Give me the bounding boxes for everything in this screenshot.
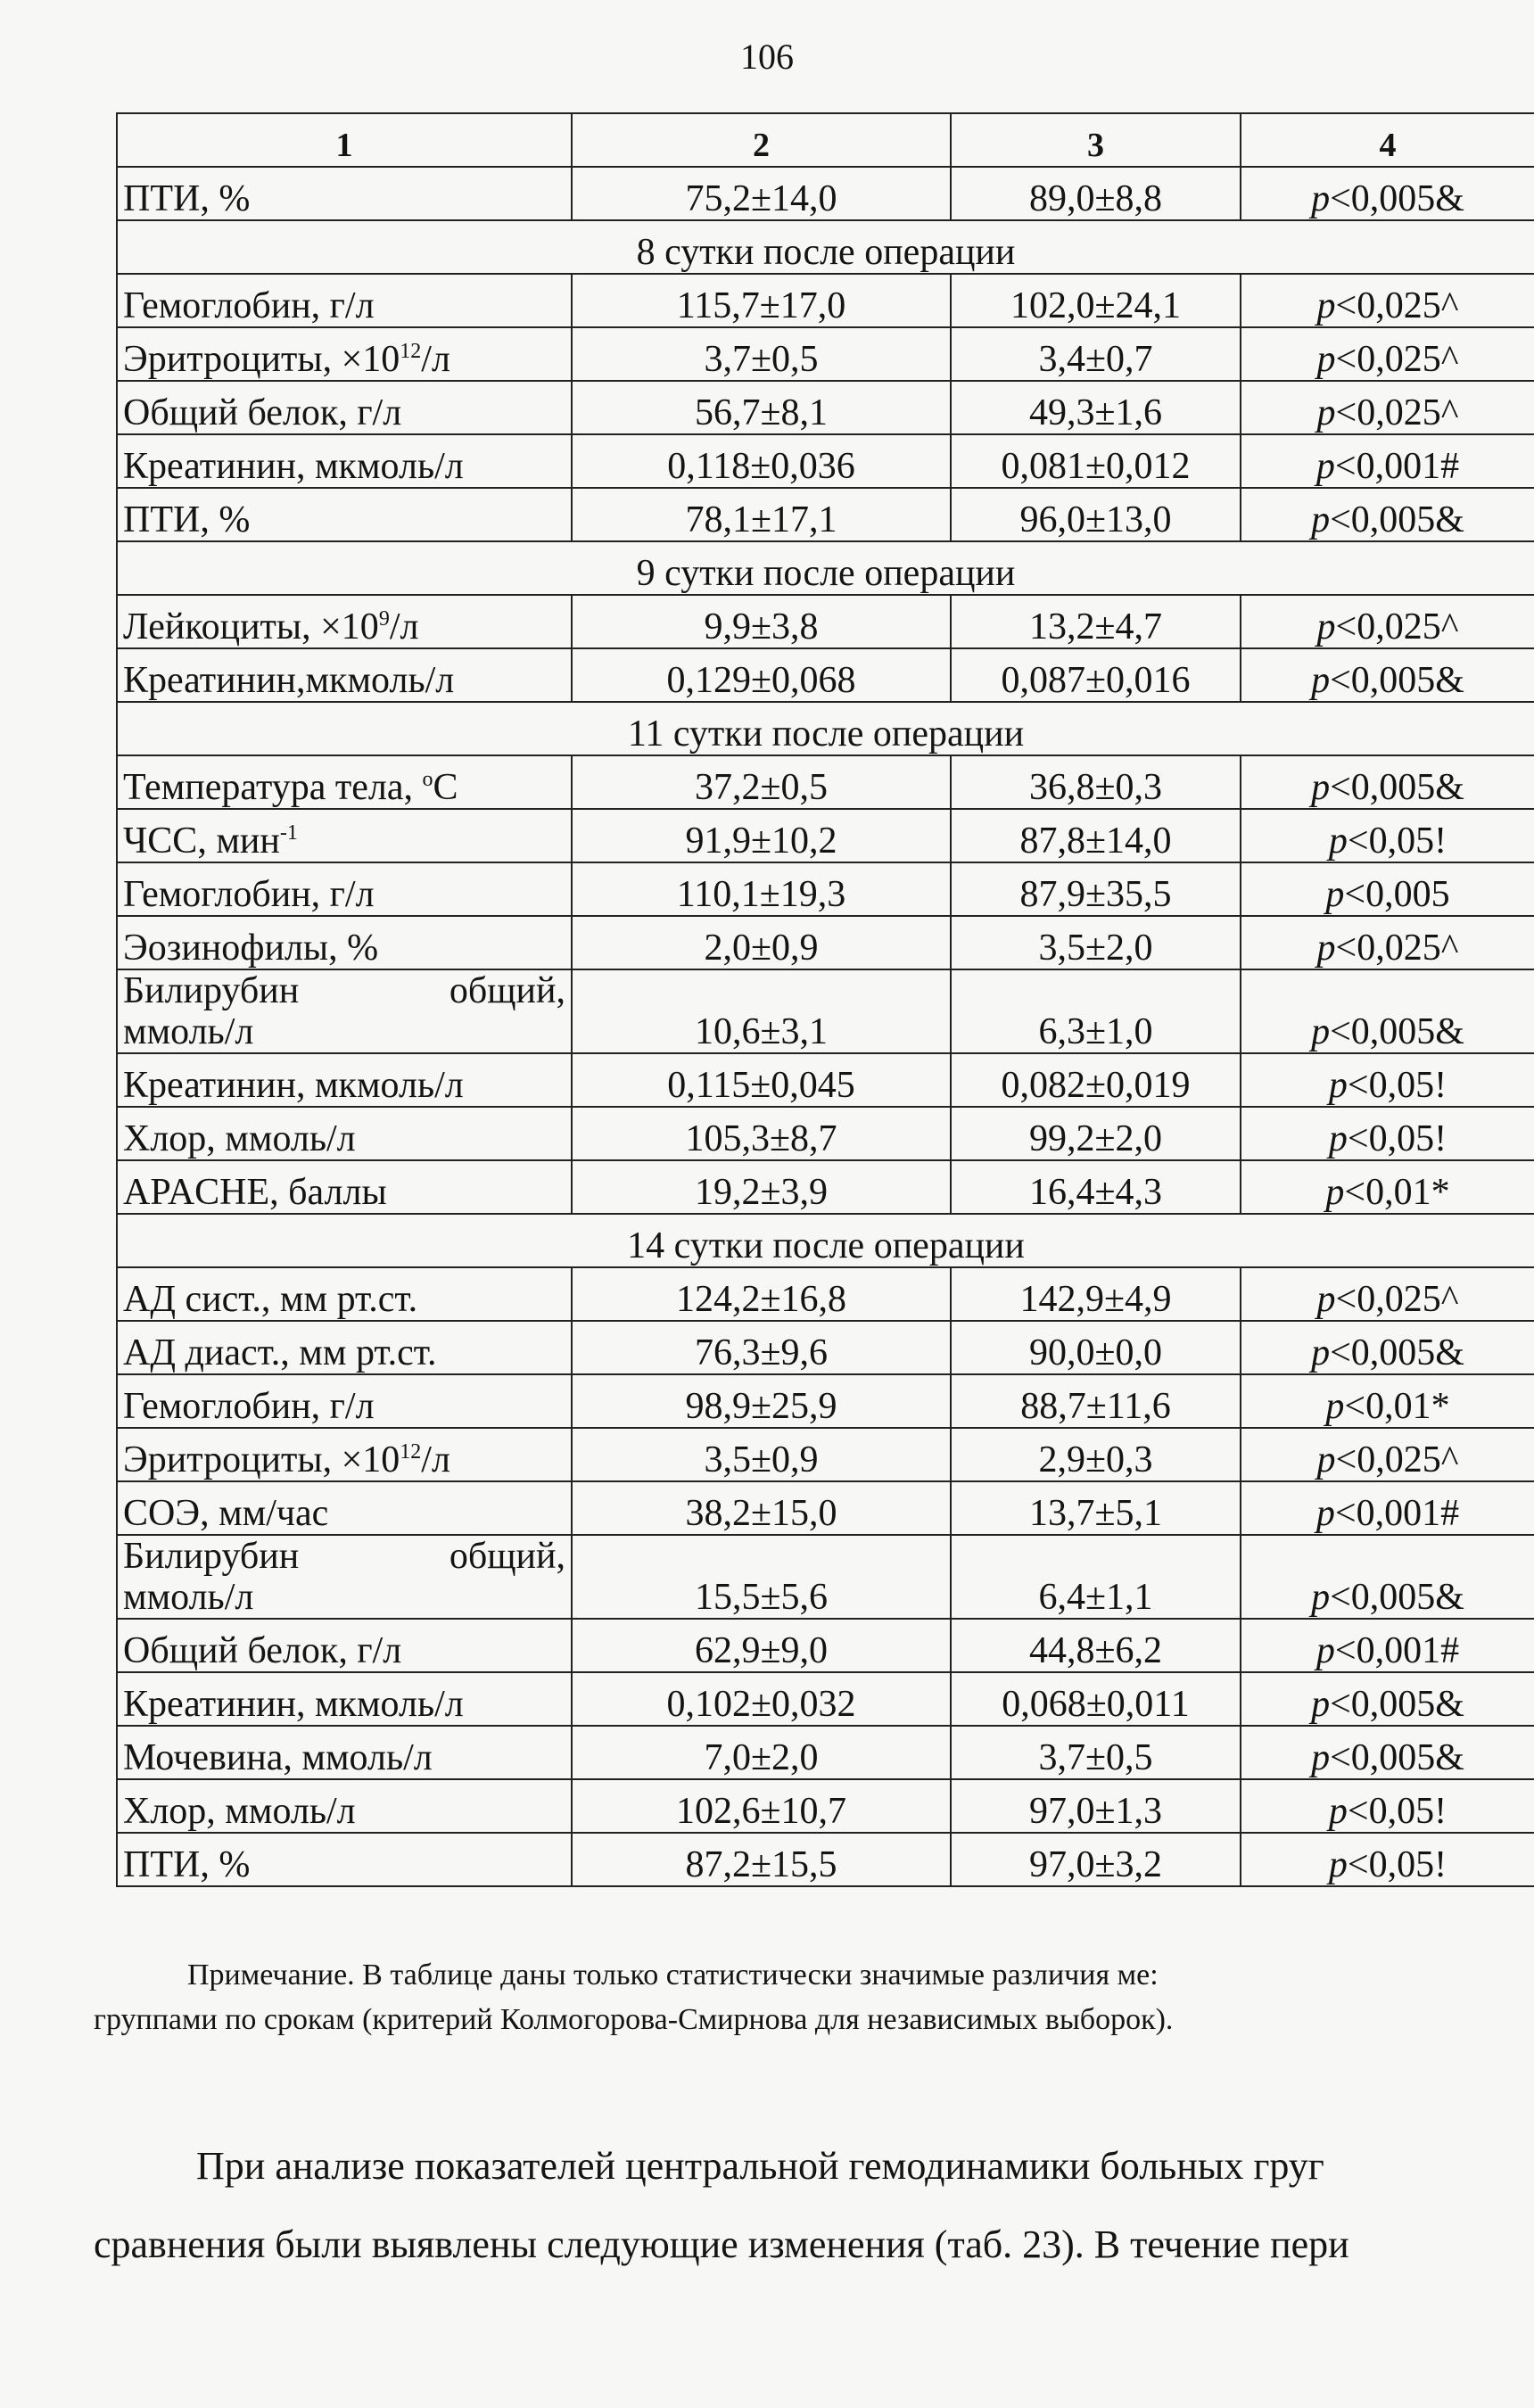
parameter-unit-suffix: С (433, 767, 458, 808)
group-2-value: 3,5±2,0 (951, 916, 1241, 969)
parameter-exponent: 12 (400, 1440, 422, 1464)
p-value: p<0,001# (1241, 1481, 1534, 1535)
parameter-name-cell (117, 381, 572, 434)
parameter-name-cell (117, 1726, 572, 1779)
parameter-name-cell (117, 488, 572, 541)
header-col-3: 3 (951, 113, 1241, 167)
group-2-value: 97,0±1,3 (951, 1779, 1241, 1833)
group-2-value: 87,9±35,5 (951, 862, 1241, 916)
table-row (117, 1779, 1534, 1833)
group-2-value: 3,7±0,5 (951, 1726, 1241, 1779)
group-2-value: 96,0±13,0 (951, 488, 1241, 541)
table-row (117, 1374, 1534, 1428)
parameter-name-cell (117, 1428, 572, 1481)
group-1-value: 19,2±3,9 (572, 1160, 951, 1214)
parameter-name: Мочевина, ммоль/л (123, 1737, 433, 1778)
group-1-value: 91,9±10,2 (572, 809, 951, 862)
parameter-name: Общий белок, г/л (123, 392, 402, 433)
table-row (117, 1833, 1534, 1886)
parameter-name: ПТИ, % (123, 499, 251, 540)
p-value: p<0,025^ (1241, 1267, 1534, 1321)
group-1-value: 3,7±0,5 (572, 327, 951, 381)
table-row (117, 1107, 1534, 1160)
parameter-name: Лейкоциты, ×10 (123, 606, 379, 647)
table-row (117, 1267, 1534, 1321)
parameter-name: Гемоглобин, г/л (123, 874, 375, 915)
parameter-name-cell (117, 1481, 572, 1535)
parameter-name: Эритроциты, ×10 (123, 339, 400, 380)
group-2-value: 16,4±4,3 (951, 1160, 1241, 1214)
section-label: 14 сутки после операции (117, 1214, 1534, 1267)
header-col-2: 2 (572, 113, 951, 167)
parameter-name-cell (117, 809, 572, 862)
parameter-name: Хлор, ммоль/л (123, 1791, 356, 1832)
parameter-name: Эритроциты, ×10 (123, 1439, 400, 1480)
group-2-value: 2,9±0,3 (951, 1428, 1241, 1481)
parameter-name-cell (117, 916, 572, 969)
p-value: p<0,005& (1241, 488, 1534, 541)
parameter-name: Креатинин,мкмоль/л (123, 660, 455, 701)
parameter-name-cell (117, 755, 572, 809)
group-1-value: 10,6±3,1 (572, 969, 951, 1053)
group-1-value: 38,2±15,0 (572, 1481, 951, 1535)
group-2-value: 0,087±0,016 (951, 648, 1241, 702)
parameter-name: Креатинин, мкмоль/л (123, 446, 464, 487)
p-value: p<0,025^ (1241, 595, 1534, 648)
parameter-exponent: о (422, 768, 433, 791)
table-row (117, 1726, 1534, 1779)
parameter-name: СОЭ, мм/час (123, 1493, 329, 1534)
parameter-name-cell (117, 862, 572, 916)
parameter-unit-suffix: /л (389, 606, 419, 647)
group-1-value: 78,1±17,1 (572, 488, 951, 541)
group-1-value: 37,2±0,5 (572, 755, 951, 809)
section-label: 8 сутки после операции (117, 220, 1534, 274)
header-col-4: 4 (1241, 113, 1534, 167)
parameter-name: Хлор, ммоль/л (123, 1118, 356, 1159)
table-row (117, 916, 1534, 969)
header-col-1: 1 (117, 113, 572, 167)
p-value: p<0,01* (1241, 1160, 1534, 1214)
group-1-value: 98,9±25,9 (572, 1374, 951, 1428)
p-value: p<0,005& (1241, 167, 1534, 220)
parameter-name-cell (117, 274, 572, 327)
section-label: 9 сутки после операции (117, 541, 1534, 595)
table-row (117, 274, 1534, 327)
parameter-unit-suffix: /л (421, 339, 450, 380)
table-row (117, 327, 1534, 381)
p-value: p<0,005& (1241, 1672, 1534, 1726)
body-paragraph (94, 2127, 1534, 2284)
parameter-name-cell (117, 1053, 572, 1107)
group-2-value: 36,8±0,3 (951, 755, 1241, 809)
group-2-value: 3,4±0,7 (951, 327, 1241, 381)
table-row (117, 381, 1534, 434)
page-number: 106 (740, 37, 794, 77)
parameter-name-cell (117, 434, 572, 488)
parameter-name: Креатинин, мкмоль/л (123, 1684, 464, 1725)
group-2-value: 0,082±0,019 (951, 1053, 1241, 1107)
table-row (117, 488, 1534, 541)
p-value: p<0,025^ (1241, 1428, 1534, 1481)
p-value: p<0,005& (1241, 755, 1534, 809)
table-row (117, 755, 1534, 809)
group-2-value: 89,0±8,8 (951, 167, 1241, 220)
parameter-unit-suffix: /л (421, 1439, 450, 1480)
p-value: p<0,005& (1241, 1726, 1534, 1779)
parameter-name-cell (117, 1160, 572, 1214)
parameter-name-cell (117, 1107, 572, 1160)
p-value: p<0,001# (1241, 434, 1534, 488)
group-1-value: 56,7±8,1 (572, 381, 951, 434)
group-1-value: 110,1±19,3 (572, 862, 951, 916)
group-1-value: 0,118±0,036 (572, 434, 951, 488)
parameter-name: ПТИ, % (123, 1844, 251, 1885)
group-1-value: 87,2±15,5 (572, 1833, 951, 1886)
p-value: p<0,005& (1241, 1321, 1534, 1374)
section-label: 11 сутки после операции (117, 702, 1534, 755)
parameter-name: АД диаст., мм рт.ст. (123, 1332, 437, 1373)
table-row (117, 862, 1534, 916)
parameter-name-cell (117, 1833, 572, 1886)
group-1-value: 0,115±0,045 (572, 1053, 951, 1107)
group-2-value: 0,068±0,011 (951, 1672, 1241, 1726)
group-1-value: 3,5±0,9 (572, 1428, 951, 1481)
p-value: p<0,025^ (1241, 916, 1534, 969)
table-row (117, 167, 1534, 220)
table-row (117, 809, 1534, 862)
group-1-value: 115,7±17,0 (572, 274, 951, 327)
parameter-name-cell (117, 1267, 572, 1321)
group-2-value: 13,7±5,1 (951, 1481, 1241, 1535)
note-line-2: группами по срокам (критерий Колмогорова-Смирнова для независимых выборок). (94, 2003, 1174, 2036)
table-header-row (117, 113, 1534, 167)
group-2-value: 88,7±11,6 (951, 1374, 1241, 1428)
p-value: p<0,005& (1241, 1535, 1534, 1619)
parameter-name-cell (117, 167, 572, 220)
parameter-name-cell (117, 1779, 572, 1833)
parameter-name-line-2: ммоль/л (123, 1577, 254, 1618)
table-row (117, 1160, 1534, 1214)
group-2-value: 6,3±1,0 (951, 969, 1241, 1053)
parameter-name: APACHE, баллы (123, 1172, 387, 1213)
group-2-value: 49,3±1,6 (951, 381, 1241, 434)
p-value: p<0,05! (1241, 1779, 1534, 1833)
group-2-value: 142,9±4,9 (951, 1267, 1241, 1321)
p-value: p<0,025^ (1241, 327, 1534, 381)
table-row (117, 434, 1534, 488)
group-1-value: 7,0±2,0 (572, 1726, 951, 1779)
group-1-value: 15,5±5,6 (572, 1535, 951, 1619)
group-1-value: 0,102±0,032 (572, 1672, 951, 1726)
table-row (117, 969, 1534, 1053)
lab-results-table (116, 112, 1534, 1887)
paragraph-line-1: При анализе показателей центральной гемодинамики больных груг (196, 2144, 1324, 2188)
section-row (117, 541, 1534, 595)
parameter-name: Креатинин, мкмоль/л (123, 1065, 464, 1106)
p-value: p<0,05! (1241, 1107, 1534, 1160)
table-row (117, 1481, 1534, 1535)
parameter-name-cell (117, 327, 572, 381)
group-2-value: 0,081±0,012 (951, 434, 1241, 488)
parameter-name-cell (117, 969, 572, 1053)
paragraph-line-2: сравнения были выявлены следующие изменения (таб. 23). В течение пери (94, 2222, 1349, 2266)
group-2-value: 6,4±1,1 (951, 1535, 1241, 1619)
parameter-name-line-1: Билирубин общий, (123, 970, 565, 1011)
p-value: p<0,025^ (1241, 381, 1534, 434)
group-1-value: 76,3±9,6 (572, 1321, 951, 1374)
parameter-name-cell (117, 648, 572, 702)
group-1-value: 75,2±14,0 (572, 167, 951, 220)
parameter-exponent: 12 (400, 340, 422, 363)
table-row (117, 1428, 1534, 1481)
table-note (94, 1953, 1534, 2042)
parameter-name: Общий белок, г/л (123, 1630, 402, 1671)
group-1-value: 102,6±10,7 (572, 1779, 951, 1833)
parameter-name-cell (117, 1321, 572, 1374)
p-value: p<0,005& (1241, 648, 1534, 702)
parameter-name-cell (117, 1619, 572, 1672)
p-value: p<0,025^ (1241, 274, 1534, 327)
parameter-name: ЧСС, мин (123, 821, 280, 862)
p-value: p<0,005& (1241, 969, 1534, 1053)
group-2-value: 87,8±14,0 (951, 809, 1241, 862)
parameter-exponent: 9 (378, 607, 390, 631)
parameter-name-line-1: Билирубин общий, (123, 1536, 565, 1577)
group-2-value: 90,0±0,0 (951, 1321, 1241, 1374)
group-1-value: 2,0±0,9 (572, 916, 951, 969)
section-row (117, 1214, 1534, 1267)
group-1-value: 0,129±0,068 (572, 648, 951, 702)
group-2-value: 102,0±24,1 (951, 274, 1241, 327)
table-body (117, 113, 1534, 1886)
parameter-name-cell (117, 1672, 572, 1726)
group-1-value: 9,9±3,8 (572, 595, 951, 648)
parameter-name: Эозинофилы, % (123, 928, 379, 969)
parameter-name-cell (117, 595, 572, 648)
p-value: p<0,01* (1241, 1374, 1534, 1428)
section-row (117, 702, 1534, 755)
group-2-value: 13,2±4,7 (951, 595, 1241, 648)
table-row (117, 595, 1534, 648)
group-1-value: 62,9±9,0 (572, 1619, 951, 1672)
p-value: p<0,005 (1241, 862, 1534, 916)
parameter-name: АД сист., мм рт.ст. (123, 1279, 418, 1320)
table-row (117, 1053, 1534, 1107)
parameter-name-line-2: ммоль/л (123, 1011, 254, 1052)
table-row (117, 1619, 1534, 1672)
parameter-exponent: -1 (279, 821, 298, 845)
group-1-value: 105,3±8,7 (572, 1107, 951, 1160)
note-line-1: Примечание. В таблице даны только статистически значимые различия ме: (187, 1959, 1159, 1992)
parameter-name: Гемоглобин, г/л (123, 285, 375, 326)
parameter-name: Гемоглобин, г/л (123, 1386, 375, 1427)
p-value: p<0,05! (1241, 1053, 1534, 1107)
group-2-value: 44,8±6,2 (951, 1619, 1241, 1672)
group-2-value: 99,2±2,0 (951, 1107, 1241, 1160)
section-row (117, 220, 1534, 274)
table-row (117, 1672, 1534, 1726)
group-1-value: 124,2±16,8 (572, 1267, 951, 1321)
parameter-name-cell (117, 1374, 572, 1428)
parameter-name: ПТИ, % (123, 178, 251, 219)
table-row (117, 1535, 1534, 1619)
p-value: p<0,001# (1241, 1619, 1534, 1672)
p-value: p<0,05! (1241, 809, 1534, 862)
table-row (117, 648, 1534, 702)
table-row (117, 1321, 1534, 1374)
parameter-name-cell (117, 1535, 572, 1619)
p-value: p<0,05! (1241, 1833, 1534, 1886)
group-2-value: 97,0±3,2 (951, 1833, 1241, 1886)
parameter-name: Температура тела, (123, 767, 423, 808)
